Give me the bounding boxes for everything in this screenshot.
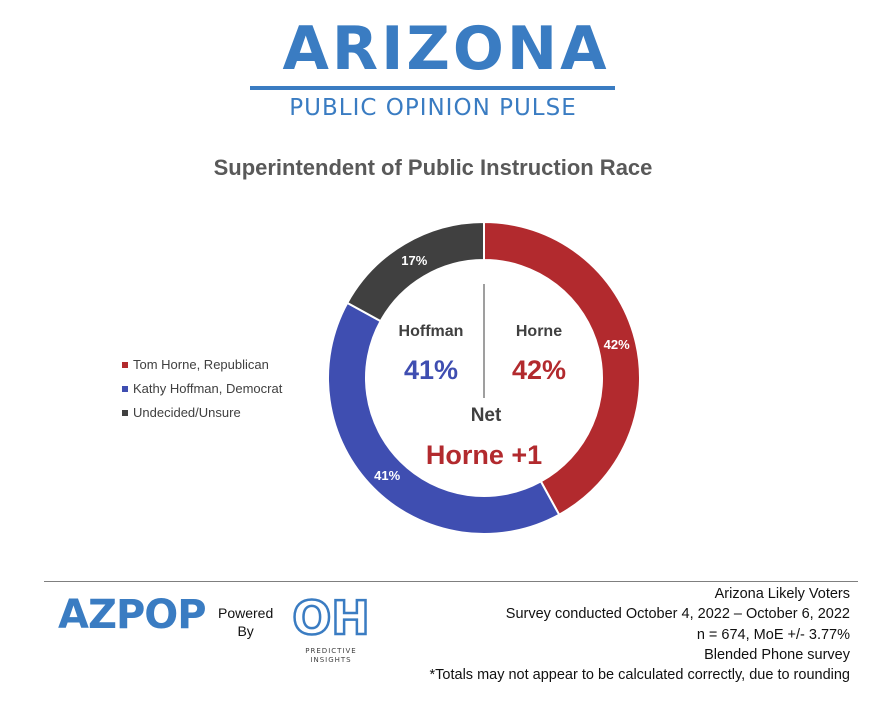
footer-rule [44,581,858,582]
oh-caption-line1: PREDICTIVE [305,647,357,655]
center-net-label: Net [470,405,502,426]
legend-swatch-undecided [122,410,128,416]
center-net-value: Horne +1 [425,440,543,470]
legend-item-hoffman [122,381,282,396]
oh-logo-text: OH [292,591,370,645]
legend-item-undecided [122,405,241,420]
brand-subtitle: PUBLIC OPINION PULSE [289,95,577,121]
azpop-logo [58,591,206,639]
note-rounding: *Totals may not appear to be calculated correctly, due to rounding [429,667,850,683]
note-sample: n = 674, MoE +/- 3.77% [696,627,850,643]
legend-label: Kathy Hoffman, Democrat [133,381,283,396]
legend-swatch-hoffman [122,386,128,392]
center-right-name: Horne [515,323,563,340]
center-left-value: 41% [403,355,459,385]
predictive-insights-logo [290,590,380,670]
center-right-value: 42% [511,355,567,385]
note-population: Arizona Likely Voters [714,586,850,602]
slice-data-label: 42% [603,336,630,352]
legend-label: Tom Horne, Republican [133,357,269,372]
note-method: Blended Phone survey [704,647,850,663]
legend-label: Undecided/Unsure [133,405,241,420]
center-left-name: Hoffman [398,323,464,340]
slice-data-label: 17% [401,253,428,269]
powered-by-line2: By [237,623,254,639]
brand-title: ARIZONA [282,14,610,84]
powered-by-line1: Powered [218,605,274,621]
slice-data-label: 41% [374,467,401,483]
azpop-logo-text: AZPOP [58,592,206,638]
donut-slice-undecided [347,222,484,321]
legend-swatch-horne [122,362,128,368]
chart-title: Superintendent of Public Instruction Race [213,155,653,180]
oh-caption-line2: INSIGHTS [310,656,352,664]
powered-by [218,604,273,640]
legend-item-horne [122,357,269,372]
note-dates: Survey conducted October 4, 2022 – October 6, 2022 [505,606,850,622]
